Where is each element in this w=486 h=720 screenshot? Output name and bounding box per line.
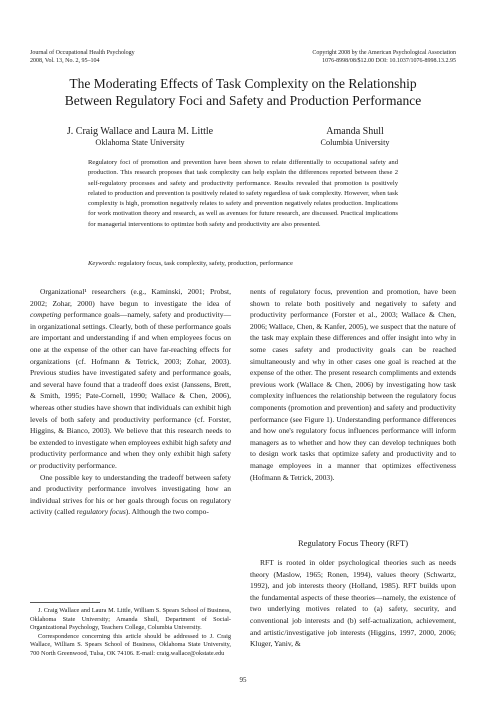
keywords bbox=[88, 259, 398, 268]
running-header-left bbox=[30, 49, 230, 65]
keywords-list: regulatory focus, task complexity, safety, production, performance bbox=[117, 260, 293, 267]
abstract: Regulatory foci of promotion and prevention have been shown to relate differentially to occupational safety and production. This research proposes that task complexity can help explain the differences reported between these 2 self-regulatory processes and safety and productivity performance. Results revealed that promotion is positively related to production and prevention is positively related to safety regardless of task complexity. However, when task complexity is high, promotion negatively relates to safety and prevention negatively relates production. Implications for work motivation theory and research, as well as avenues for future research, are discussed. Practical implications for managerial interventions to optimize both safety and productivity are also presented. bbox=[88, 159, 398, 228]
author-block-right bbox=[290, 126, 420, 148]
author-block-left bbox=[30, 126, 250, 148]
author-footnote bbox=[30, 607, 231, 659]
author-names-left: J. Craig Wallace and Laura M. Little bbox=[66, 126, 214, 137]
running-header-right bbox=[236, 49, 456, 65]
journal-name: Journal of Occupational Health Psychology bbox=[30, 50, 135, 56]
body-paragraph: One possible key to understanding the tradeoff between safety and productivity performance involves investigating how an individual strives for his or her goals through focus on regulatory activity (called regulatory focus). Although the two compo- bbox=[30, 472, 231, 517]
body-column-left bbox=[30, 286, 231, 518]
page-number: 95 bbox=[239, 676, 247, 684]
keywords-label: Keywords: bbox=[88, 260, 117, 267]
title-line-2: Between Regulatory Foci and Safety and Production Performance bbox=[64, 93, 422, 108]
body-column-right-continued bbox=[250, 557, 456, 650]
body-paragraph: RFT is rooted in older psychological theories such as needs theory (Maslow, 1965; Ronen, 1994), values theory (Schwartz, 1992), and job interests theory (Holland, 1985). RFT builds upon the fundamental aspects of these theories—namely, the existence of two underlying motives related to (a) safety, security, and conventional job interests and (b) self-actualization, achievement, and artistic/investigative job interests (Higgins, 1997, 2000, 2006; Kluger, Yaniv, & bbox=[250, 558, 456, 649]
footnote-rule bbox=[30, 602, 100, 603]
body-column-right bbox=[250, 286, 456, 483]
affiliation-right: Columbia University bbox=[320, 138, 390, 147]
copyright-line: Copyright 2008 by the American Psychological Association bbox=[312, 50, 456, 56]
journal-volume: 2008, Vol. 13, No. 2, 95–104 bbox=[30, 58, 100, 64]
body-paragraph: Organizational¹ researchers (e.g., Kaminski, 2001; Probst, 2002; Zohar, 2000) have begun to investigate the idea of competing performance goals—namely, safety and productivity—in organizational settings. Clearly, both of these performance goals are important and understanding if and when employees focus on one at the expense of the other can have far-reaching effects for organizations (cf. Hofmann & Tetrick, 2003; Zohar, 2003). Previous studies have investigated safety and performance goals, and several have found that a tradeoff does exist (Janssens, Brett, & Smith, 1995; Pate-Cornell, 1990; Wallace & Chen, 2006), whereas other studies have shown that individuals can exhibit high levels of both safety and productivity performance (cf. Forster, Higgins, & Bianco, 2003). We believe that this research needs to be extended to investigate when employees exhibit high safety and productivity performance and when they only exhibit high safety or productivity performance. bbox=[30, 287, 231, 470]
section-heading: Regulatory Focus Theory (RFT) bbox=[297, 538, 409, 548]
doi-line: 1076-8998/08/$12.00 DOI: 10.1037/1076-8998.13.2.95 bbox=[322, 58, 456, 64]
footnote-correspondence: Correspondence concerning this article should be addressed to J. Craig Wallace, William S. Spears School of Business, Oklahoma State University, 700 North Greenwood, Tulsa, OK 74106. E-mail: craig.wallace@okstate.edu bbox=[30, 632, 231, 657]
author-names-right: Amanda Shull bbox=[326, 126, 384, 137]
article-title bbox=[30, 75, 456, 109]
affiliation-left: Oklahoma State University bbox=[95, 138, 185, 147]
body-paragraph: nents of regulatory focus, prevention and promotion, have been shown to relate both positively and negatively to safety and productivity performance (Forster et al., 2003; Wallace & Chen, 2006; Wallace, Chen, & Kanfer, 2005), we suspect that the nature of the task may explain these differences and offer insight into why in some cases safety and productivity goals can be reached simultaneously and why in other cases one goal is reached at the expense of the other. The present research compliments and extends previous work (Wallace & Chen, 2006) by investigating how task complexity influences the relationship between the regulatory focus components (promotion and prevention) and safety and productivity performance (see Figure 1). Understanding performance differences and how one's regulatory focus influences performance will inform managers as to whether and how they can develop techniques both to design work tasks that optimize safety and productivity and to manage employees in a manner that optimizes effectiveness (Hofmann & Tetrick, 2003). bbox=[250, 287, 456, 482]
footnote-affiliations: J. Craig Wallace and Laura M. Little, William S. Spears School of Business, Oklahoma State University; Amanda Shull, Department of Social-Organizational Psychology, Teachers College, Columbia University. bbox=[30, 607, 231, 632]
title-line-1: The Moderating Effects of Task Complexity on the Relationship bbox=[69, 76, 417, 91]
